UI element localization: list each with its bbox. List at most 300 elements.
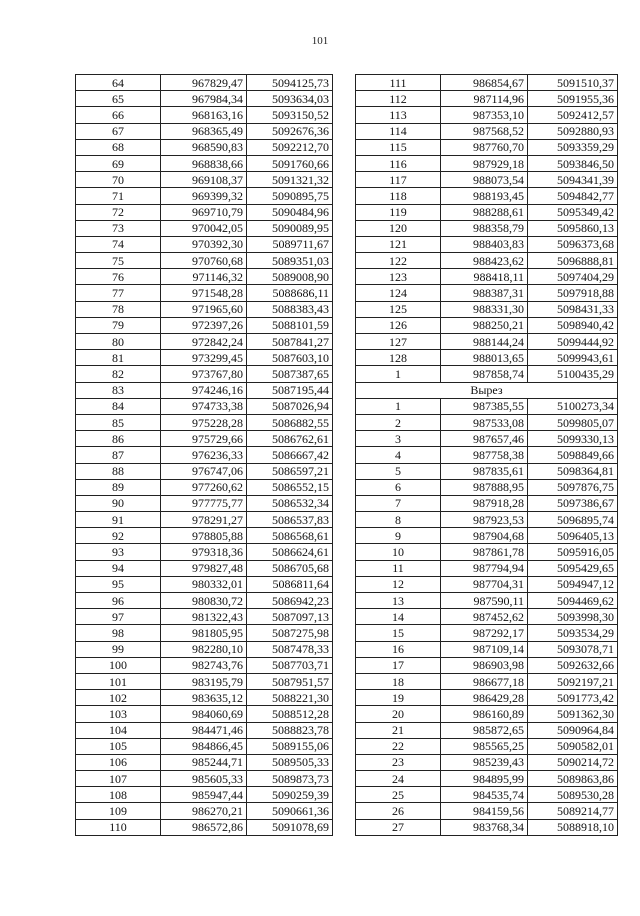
- point-number: 18: [356, 673, 441, 689]
- point-number: 83: [76, 382, 161, 398]
- table-row: [356, 204, 618, 220]
- y-coordinate: 5088823,78: [247, 722, 333, 738]
- x-coordinate: 988331,30: [441, 301, 528, 317]
- table-row: [356, 641, 618, 657]
- point-number: 87: [76, 447, 161, 463]
- table-row: [76, 285, 333, 301]
- table-row: [76, 431, 333, 447]
- table-row: [76, 641, 333, 657]
- x-coordinate: 987758,38: [441, 447, 528, 463]
- point-number: 19: [356, 690, 441, 706]
- x-coordinate: 987353,10: [441, 107, 528, 123]
- point-number: 84: [76, 398, 161, 414]
- point-number: 80: [76, 334, 161, 350]
- y-coordinate: 5086762,61: [247, 431, 333, 447]
- y-coordinate: 5086624,61: [247, 544, 333, 560]
- y-coordinate: 5094341,39: [528, 172, 618, 188]
- table-row: [356, 414, 618, 430]
- point-number: 79: [76, 317, 161, 333]
- x-coordinate: 968163,16: [161, 107, 247, 123]
- x-coordinate: 987918,28: [441, 495, 528, 511]
- y-coordinate: 5089863,86: [528, 771, 618, 787]
- x-coordinate: 988073,54: [441, 172, 528, 188]
- y-coordinate: 5099444,92: [528, 334, 618, 350]
- table-row: [356, 463, 618, 479]
- x-coordinate: 987858,74: [441, 366, 528, 382]
- point-number: 126: [356, 317, 441, 333]
- x-coordinate: 967829,47: [161, 75, 247, 91]
- x-coordinate: 985239,43: [441, 754, 528, 770]
- x-coordinate: 987888,95: [441, 479, 528, 495]
- y-coordinate: 5088383,43: [247, 301, 333, 317]
- point-number: 107: [76, 771, 161, 787]
- point-number: 100: [76, 657, 161, 673]
- y-coordinate: 5088918,10: [528, 819, 618, 835]
- x-coordinate: 967984,34: [161, 91, 247, 107]
- point-number: 12: [356, 576, 441, 592]
- point-number: 96: [76, 593, 161, 609]
- page-number: 101: [311, 35, 329, 47]
- table-row: [356, 479, 618, 495]
- table-row: [356, 366, 618, 382]
- table-row: [76, 625, 333, 641]
- x-coordinate: 987533,08: [441, 414, 528, 430]
- point-number: 73: [76, 220, 161, 236]
- x-coordinate: 988288,61: [441, 204, 528, 220]
- y-coordinate: 5087275,98: [247, 625, 333, 641]
- point-number: 22: [356, 738, 441, 754]
- table-row: [356, 657, 618, 673]
- point-number: 116: [356, 155, 441, 171]
- y-coordinate: 5098431,33: [528, 301, 618, 317]
- y-coordinate: 5087951,57: [247, 673, 333, 689]
- point-number: 128: [356, 350, 441, 366]
- y-coordinate: 5090214,72: [528, 754, 618, 770]
- y-coordinate: 5086882,55: [247, 414, 333, 430]
- x-coordinate: 968590,83: [161, 139, 247, 155]
- point-number: 66: [76, 107, 161, 123]
- point-number: 21: [356, 722, 441, 738]
- point-number: 109: [76, 803, 161, 819]
- y-coordinate: 5094469,62: [528, 593, 618, 609]
- table-row: [356, 75, 618, 91]
- table-row: [356, 722, 618, 738]
- table-row: [76, 495, 333, 511]
- x-coordinate: 970760,68: [161, 253, 247, 269]
- table-row: [356, 819, 618, 835]
- point-number: 69: [76, 155, 161, 171]
- y-coordinate: 5093150,52: [247, 107, 333, 123]
- point-number: 113: [356, 107, 441, 123]
- x-coordinate: 983195,79: [161, 673, 247, 689]
- x-coordinate: 984895,99: [441, 771, 528, 787]
- table-row: [356, 398, 618, 414]
- coordinates-table-right: [355, 74, 618, 836]
- point-number: 5: [356, 463, 441, 479]
- table-row: [356, 172, 618, 188]
- y-coordinate: 5088101,59: [247, 317, 333, 333]
- table-row: [356, 625, 618, 641]
- x-coordinate: 988250,21: [441, 317, 528, 333]
- point-number: 64: [76, 75, 161, 91]
- point-number: 70: [76, 172, 161, 188]
- x-coordinate: 983635,12: [161, 690, 247, 706]
- table-row: [356, 447, 618, 463]
- y-coordinate: 5086811,64: [247, 576, 333, 592]
- x-coordinate: 988144,24: [441, 334, 528, 350]
- point-number: 103: [76, 706, 161, 722]
- y-coordinate: 5100273,34: [528, 398, 618, 414]
- y-coordinate: 5091955,36: [528, 91, 618, 107]
- x-coordinate: 970042,05: [161, 220, 247, 236]
- y-coordinate: 5086705,68: [247, 560, 333, 576]
- section-header-row: [356, 382, 618, 398]
- x-coordinate: 986677,18: [441, 673, 528, 689]
- x-coordinate: 986854,67: [441, 75, 528, 91]
- x-coordinate: 987590,11: [441, 593, 528, 609]
- x-coordinate: 969710,79: [161, 204, 247, 220]
- point-number: 4: [356, 447, 441, 463]
- x-coordinate: 970392,30: [161, 236, 247, 252]
- left-table-body: [76, 75, 333, 836]
- y-coordinate: 5096373,68: [528, 236, 618, 252]
- y-coordinate: 5095860,13: [528, 220, 618, 236]
- table-row: [76, 544, 333, 560]
- y-coordinate: 5091760,66: [247, 155, 333, 171]
- x-coordinate: 973767,80: [161, 366, 247, 382]
- point-number: 15: [356, 625, 441, 641]
- point-number: 17: [356, 657, 441, 673]
- y-coordinate: 5089008,90: [247, 269, 333, 285]
- point-number: 1: [356, 398, 441, 414]
- x-coordinate: 982280,10: [161, 641, 247, 657]
- point-number: 99: [76, 641, 161, 657]
- table-row: [76, 350, 333, 366]
- x-coordinate: 968365,49: [161, 123, 247, 139]
- table-row: [76, 528, 333, 544]
- table-row: [356, 754, 618, 770]
- point-number: 111: [356, 75, 441, 91]
- x-coordinate: 979318,36: [161, 544, 247, 560]
- table-row: [356, 155, 618, 171]
- y-coordinate: 5089530,28: [528, 787, 618, 803]
- table-row: [356, 495, 618, 511]
- table-row: [76, 398, 333, 414]
- x-coordinate: 985947,44: [161, 787, 247, 803]
- point-number: 105: [76, 738, 161, 754]
- y-coordinate: 5099330,13: [528, 431, 618, 447]
- table-row: [76, 560, 333, 576]
- y-coordinate: 5087097,13: [247, 609, 333, 625]
- x-coordinate: 988403,83: [441, 236, 528, 252]
- x-coordinate: 984060,69: [161, 706, 247, 722]
- table-row: [356, 803, 618, 819]
- x-coordinate: 985244,71: [161, 754, 247, 770]
- table-row: [76, 609, 333, 625]
- section-header-body: [356, 382, 618, 398]
- table-row: [356, 139, 618, 155]
- y-coordinate: 5093078,71: [528, 641, 618, 657]
- point-number: 27: [356, 819, 441, 835]
- y-coordinate: 5092676,36: [247, 123, 333, 139]
- y-coordinate: 5089155,06: [247, 738, 333, 754]
- y-coordinate: 5089214,77: [528, 803, 618, 819]
- point-number: 90: [76, 495, 161, 511]
- table-row: [356, 560, 618, 576]
- y-coordinate: 5097876,75: [528, 479, 618, 495]
- table-row: [76, 155, 333, 171]
- y-coordinate: 5089873,73: [247, 771, 333, 787]
- x-coordinate: 987568,52: [441, 123, 528, 139]
- x-coordinate: 978805,88: [161, 528, 247, 544]
- x-coordinate: 972397,26: [161, 317, 247, 333]
- x-coordinate: 987861,78: [441, 544, 528, 560]
- y-coordinate: 5097386,67: [528, 495, 618, 511]
- x-coordinate: 985605,33: [161, 771, 247, 787]
- y-coordinate: 5096405,13: [528, 528, 618, 544]
- x-coordinate: 973299,45: [161, 350, 247, 366]
- point-number: 26: [356, 803, 441, 819]
- table-row: [356, 512, 618, 528]
- table-row: [356, 301, 618, 317]
- point-number: 74: [76, 236, 161, 252]
- x-coordinate: 988193,45: [441, 188, 528, 204]
- y-coordinate: 5090089,95: [247, 220, 333, 236]
- table-row: [76, 673, 333, 689]
- x-coordinate: 975729,66: [161, 431, 247, 447]
- y-coordinate: 5090484,96: [247, 204, 333, 220]
- y-coordinate: 5086552,15: [247, 479, 333, 495]
- table-row: [356, 220, 618, 236]
- table-row: [76, 447, 333, 463]
- y-coordinate: 5092412,57: [528, 107, 618, 123]
- point-number: 114: [356, 123, 441, 139]
- y-coordinate: 5095349,42: [528, 204, 618, 220]
- y-coordinate: 5090259,39: [247, 787, 333, 803]
- table-row: [356, 771, 618, 787]
- x-coordinate: 984535,74: [441, 787, 528, 803]
- point-number: 91: [76, 512, 161, 528]
- table-row: [356, 91, 618, 107]
- point-number: 88: [76, 463, 161, 479]
- x-coordinate: 986270,21: [161, 803, 247, 819]
- x-coordinate: 976747,06: [161, 463, 247, 479]
- point-number: 9: [356, 528, 441, 544]
- x-coordinate: 986572,86: [161, 819, 247, 835]
- x-coordinate: 979827,48: [161, 560, 247, 576]
- table-row: [76, 738, 333, 754]
- table-row: [356, 334, 618, 350]
- x-coordinate: 988423,62: [441, 253, 528, 269]
- section-label: Вырез: [356, 382, 618, 398]
- point-number: 7: [356, 495, 441, 511]
- x-coordinate: 969108,37: [161, 172, 247, 188]
- point-number: 94: [76, 560, 161, 576]
- y-coordinate: 5089711,67: [247, 236, 333, 252]
- y-coordinate: 5091362,30: [528, 706, 618, 722]
- table-row: [356, 690, 618, 706]
- y-coordinate: 5088221,30: [247, 690, 333, 706]
- x-coordinate: 982743,76: [161, 657, 247, 673]
- table-row: [76, 236, 333, 252]
- x-coordinate: 987114,96: [441, 91, 528, 107]
- table-row: [356, 269, 618, 285]
- point-number: 6: [356, 479, 441, 495]
- table-row: [76, 690, 333, 706]
- x-coordinate: 977775,77: [161, 495, 247, 511]
- x-coordinate: 981805,95: [161, 625, 247, 641]
- table-row: [76, 75, 333, 91]
- x-coordinate: 985872,65: [441, 722, 528, 738]
- table-row: [76, 803, 333, 819]
- x-coordinate: 981322,43: [161, 609, 247, 625]
- point-number: 123: [356, 269, 441, 285]
- table-row: [76, 787, 333, 803]
- point-number: 125: [356, 301, 441, 317]
- table-row: [356, 431, 618, 447]
- point-number: 127: [356, 334, 441, 350]
- table-row: [76, 657, 333, 673]
- y-coordinate: 5090895,75: [247, 188, 333, 204]
- table-row: [76, 382, 333, 398]
- y-coordinate: 5086532,34: [247, 495, 333, 511]
- table-row: [356, 107, 618, 123]
- table-row: [76, 188, 333, 204]
- x-coordinate: 987452,62: [441, 609, 528, 625]
- x-coordinate: 987292,17: [441, 625, 528, 641]
- table-row: [76, 334, 333, 350]
- y-coordinate: 5090661,36: [247, 803, 333, 819]
- x-coordinate: 971146,32: [161, 269, 247, 285]
- y-coordinate: 5087195,44: [247, 382, 333, 398]
- table-row: [356, 787, 618, 803]
- point-number: 1: [356, 366, 441, 382]
- point-number: 106: [76, 754, 161, 770]
- y-coordinate: 5086537,83: [247, 512, 333, 528]
- table-row: [76, 253, 333, 269]
- table-row: [356, 673, 618, 689]
- x-coordinate: 974733,38: [161, 398, 247, 414]
- y-coordinate: 5092197,21: [528, 673, 618, 689]
- table-row: [356, 544, 618, 560]
- point-number: 101: [76, 673, 161, 689]
- point-number: 92: [76, 528, 161, 544]
- point-number: 119: [356, 204, 441, 220]
- table-row: [76, 819, 333, 835]
- x-coordinate: 977260,62: [161, 479, 247, 495]
- point-number: 98: [76, 625, 161, 641]
- x-coordinate: 969399,32: [161, 188, 247, 204]
- point-number: 78: [76, 301, 161, 317]
- point-number: 24: [356, 771, 441, 787]
- x-coordinate: 986160,89: [441, 706, 528, 722]
- table-row: [76, 576, 333, 592]
- x-coordinate: 987385,55: [441, 398, 528, 414]
- x-coordinate: 988358,79: [441, 220, 528, 236]
- y-coordinate: 5091321,32: [247, 172, 333, 188]
- x-coordinate: 971965,60: [161, 301, 247, 317]
- table-row: [76, 463, 333, 479]
- x-coordinate: 968838,66: [161, 155, 247, 171]
- x-coordinate: 987835,61: [441, 463, 528, 479]
- y-coordinate: 5088512,28: [247, 706, 333, 722]
- point-number: 120: [356, 220, 441, 236]
- table-row: [356, 317, 618, 333]
- y-coordinate: 5091510,37: [528, 75, 618, 91]
- x-coordinate: 987904,68: [441, 528, 528, 544]
- table-row: [76, 220, 333, 236]
- point-number: 86: [76, 431, 161, 447]
- y-coordinate: 5090964,84: [528, 722, 618, 738]
- table-row: [356, 738, 618, 754]
- y-coordinate: 5098849,66: [528, 447, 618, 463]
- table-row: [356, 236, 618, 252]
- y-coordinate: 5093534,29: [528, 625, 618, 641]
- x-coordinate: 980830,72: [161, 593, 247, 609]
- point-number: 13: [356, 593, 441, 609]
- y-coordinate: 5087841,27: [247, 334, 333, 350]
- point-number: 108: [76, 787, 161, 803]
- table-row: [76, 414, 333, 430]
- table-row: [356, 609, 618, 625]
- y-coordinate: 5098940,42: [528, 317, 618, 333]
- y-coordinate: 5091773,42: [528, 690, 618, 706]
- point-number: 8: [356, 512, 441, 528]
- x-coordinate: 976236,33: [161, 447, 247, 463]
- point-number: 124: [356, 285, 441, 301]
- y-coordinate: 5098364,81: [528, 463, 618, 479]
- point-number: 121: [356, 236, 441, 252]
- y-coordinate: 5095429,65: [528, 560, 618, 576]
- x-coordinate: 983768,34: [441, 819, 528, 835]
- y-coordinate: 5087703,71: [247, 657, 333, 673]
- table-row: [356, 285, 618, 301]
- point-number: 68: [76, 139, 161, 155]
- table-row: [76, 771, 333, 787]
- point-number: 85: [76, 414, 161, 430]
- x-coordinate: 971548,28: [161, 285, 247, 301]
- x-coordinate: 987923,53: [441, 512, 528, 528]
- table-row: [76, 139, 333, 155]
- y-coordinate: 5087387,65: [247, 366, 333, 382]
- point-number: 110: [76, 819, 161, 835]
- point-number: 122: [356, 253, 441, 269]
- y-coordinate: 5086597,21: [247, 463, 333, 479]
- x-coordinate: 984159,56: [441, 803, 528, 819]
- x-coordinate: 986429,28: [441, 690, 528, 706]
- point-number: 65: [76, 91, 161, 107]
- table-row: [76, 172, 333, 188]
- y-coordinate: 5088686,11: [247, 285, 333, 301]
- point-number: 11: [356, 560, 441, 576]
- y-coordinate: 5095916,05: [528, 544, 618, 560]
- point-number: 115: [356, 139, 441, 155]
- y-coordinate: 5096895,74: [528, 512, 618, 528]
- x-coordinate: 988013,65: [441, 350, 528, 366]
- point-number: 23: [356, 754, 441, 770]
- y-coordinate: 5099805,07: [528, 414, 618, 430]
- y-coordinate: 5099943,61: [528, 350, 618, 366]
- table-row: [76, 706, 333, 722]
- point-number: 81: [76, 350, 161, 366]
- x-coordinate: 987704,31: [441, 576, 528, 592]
- coordinates-table-left: [75, 74, 333, 836]
- x-coordinate: 984471,46: [161, 722, 247, 738]
- y-coordinate: 5086942,23: [247, 593, 333, 609]
- y-coordinate: 5092880,93: [528, 123, 618, 139]
- point-number: 75: [76, 253, 161, 269]
- x-coordinate: 988387,31: [441, 285, 528, 301]
